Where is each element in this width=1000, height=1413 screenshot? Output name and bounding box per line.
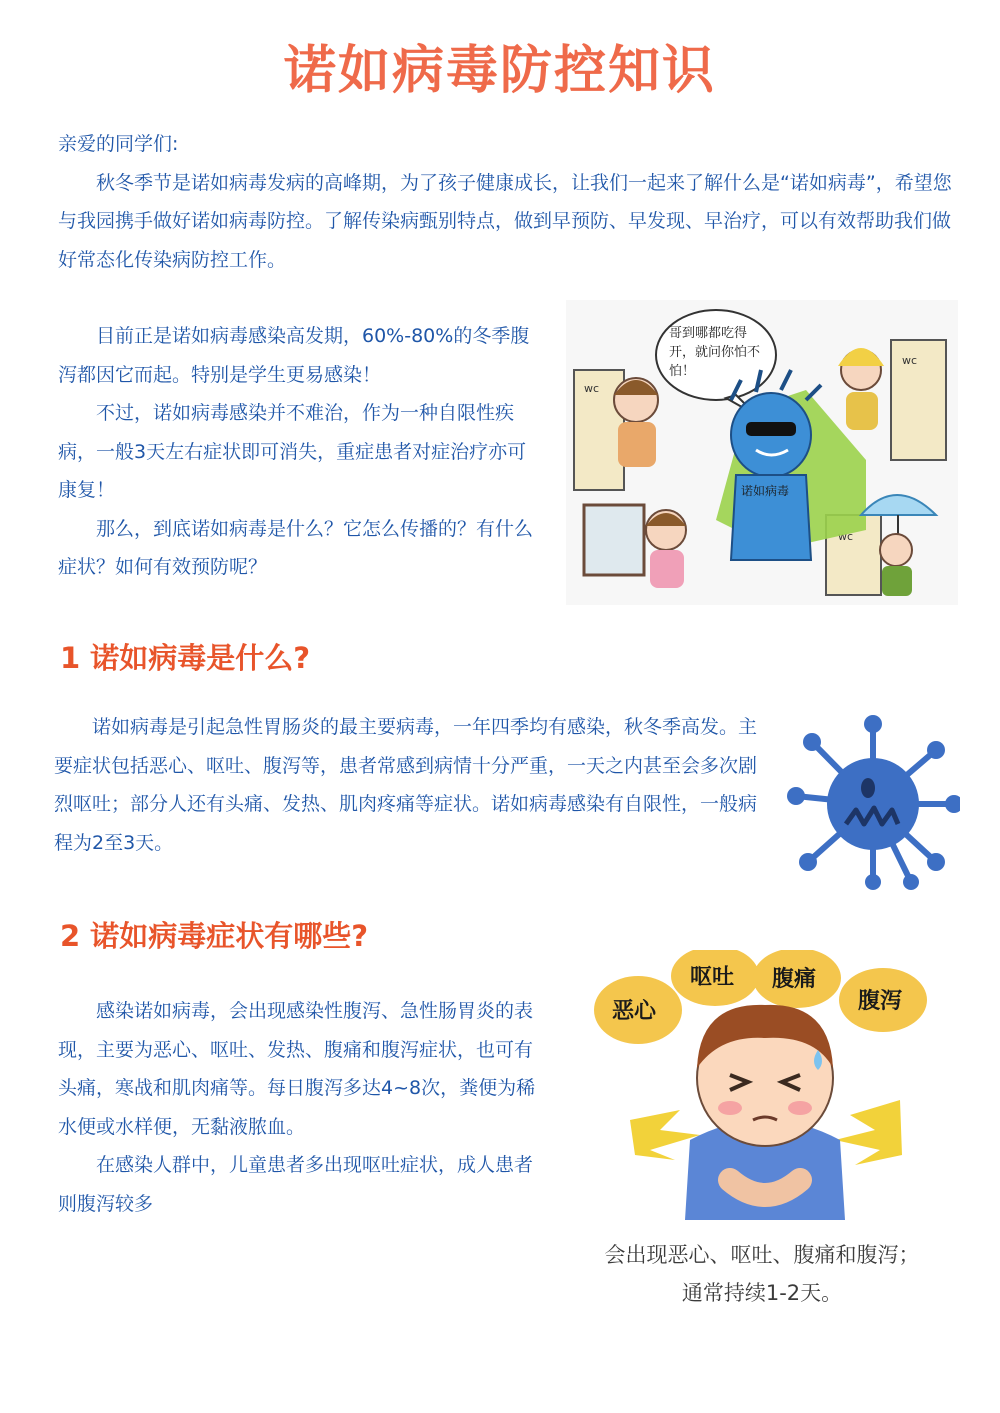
svg-text:腹痛: 腹痛 [772,967,817,992]
svg-text:腹泻: 腹泻 [858,989,903,1014]
sick-child-icon [685,1005,845,1220]
wc-label-left: wc [584,382,600,395]
section-2-body [58,992,536,1223]
symptom-bubble-diarrhea [839,968,927,1032]
sick-child-illustration [590,950,940,1220]
section-1-paragraph: 诺如病毒是引起急性胃肠炎的最主要病毒，一年四季均有感染，秋冬季高发。主要症状包括恶心、呕吐、腹泻等，患者常感到病情十分严重，一天之内甚至会多次剧烈呕吐；部分人还有头痛、发热、肌肉疼痛等症状。诺如病毒感染有自限性，一般病程为2至3天。 [54,716,758,854]
symptom-bubble-stomachache [753,950,841,1008]
pain-burst-right-icon [835,1100,902,1165]
svg-text:恶心: 恶心 [612,999,657,1024]
symptom-bubble-vomit [671,950,759,1006]
svg-text:呕吐: 呕吐 [690,965,735,990]
virus-icon [786,712,960,890]
virus-name-label: 诺如病毒 [741,484,790,498]
symptom-caption-line-1: 会出现恶心、呕吐、腹痛和腹泻； [604,1243,920,1267]
section-2-heading: 2 诺如病毒症状有哪些? [60,919,369,953]
intro-section [58,125,958,279]
outbreak-paragraph-3: 那么，到底诺如病毒是什么？它怎么传播的？有什么症状？如何有效预防呢？ [58,517,534,578]
norovirus-cartoon-illustration [566,300,958,605]
section-2-paragraph-1: 感染诺如病毒，会出现感染性腹泻、急性肠胃炎的表现，主要为恶心、呕吐、发热、腹痛和腹泻症状，也可有头痛，寒战和肌肉痛等。每日腹泻多达4~8次，粪便为稀水便或水样便，无黏液脓血。 [58,1000,536,1138]
wc-label-right-top: wc [902,354,918,367]
outbreak-section [58,317,536,587]
intro-greeting: 亲爱的同学们: [58,133,179,155]
intro-paragraph: 秋冬季节是诺如病毒发病的高峰期，为了孩子健康成长，让我们一起来了解什么是“诺如病毒”，希望您与我园携手做好诺如病毒防控。了解传染病甄别特点，做到早预防、早发现、早治疗，可以有效帮助我们做好常态化传染病防控工作。 [58,171,952,271]
symptom-caption-line-2: 通常持续1-2天。 [681,1281,843,1305]
page-title: 诺如病毒防控知识 [283,41,716,101]
outbreak-paragraph-2: 不过，诺如病毒感染并不难治，作为一种自限性疾病，一般3天左右症状即可消失，重症患者对症治疗亦可康复！ [58,402,527,501]
symptom-caption [566,1236,958,1312]
symptom-bubble-nausea [594,976,682,1044]
wc-door-right-top [891,340,946,460]
wc-label-right-bottom: wc [838,530,854,543]
section-2-paragraph-2: 在感染人群中，儿童患者多出现呕吐症状，成人患者则腹泻较多 [58,1154,534,1215]
section-1-body [54,708,769,862]
outbreak-paragraph-1: 目前正是诺如病毒感染高发期，60%-80%的冬季腹泻都因它而起。特别是学生更易感染！ [58,325,530,386]
speech-bubble-text: 哥到哪都吃得开，就问你怕不怕！ [669,326,761,379]
window-icon [584,505,644,575]
section-1-heading: 1 诺如病毒是什么? [60,641,311,675]
